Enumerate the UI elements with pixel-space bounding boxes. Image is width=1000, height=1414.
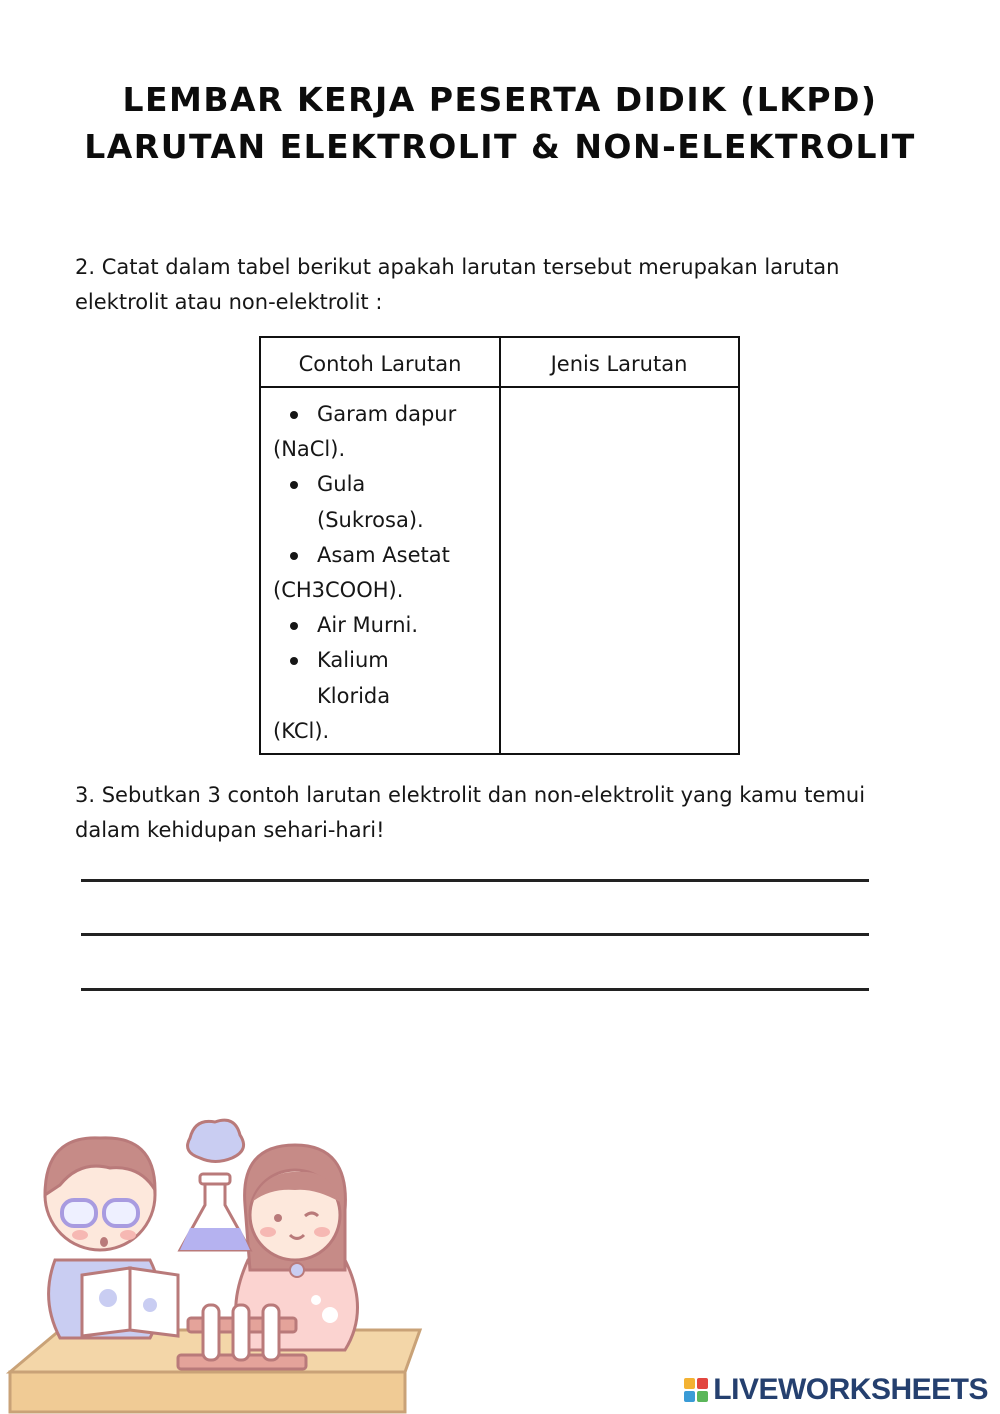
list-item-head: Air Murni. <box>317 613 419 638</box>
header-contoh-larutan: Contoh Larutan <box>298 352 462 376</box>
list-item <box>273 608 495 643</box>
header-jenis-larutan: Jenis Larutan <box>550 352 688 376</box>
question-3-text: 3. Sebutkan 3 contoh larutan elektrolit dan non-elektrolit yang kamu temui dalam kehidupan sehari-hari! <box>75 783 866 842</box>
title-line-2: LARUTAN ELEKTROLIT & NON-ELEKTROLIT <box>84 127 916 166</box>
answer-line[interactable] <box>81 933 869 936</box>
list-item-tail: (Sukrosa). <box>317 507 424 532</box>
title-line-1: LEMBAR KERJA PESERTA DIDIK (LKPD) <box>122 80 878 119</box>
goggles-left <box>62 1200 96 1226</box>
list-item-head: Garam dapur <box>317 402 457 426</box>
list-item-mid: Klorida <box>317 683 391 708</box>
goggles-right <box>104 1200 138 1226</box>
list-item-head: Asam Asetat <box>317 542 450 567</box>
brand-name: LIVEWORKSHEETS <box>713 1373 988 1406</box>
answer-line[interactable] <box>81 879 869 882</box>
list-item-head: Gula <box>317 472 366 497</box>
list-item-tail: (CH3COOH). <box>273 578 404 603</box>
list-item-tail: (NaCl). <box>273 437 346 462</box>
example-solutions-list <box>273 397 495 749</box>
jenis-larutan-answer-cell[interactable] <box>501 388 737 752</box>
list-item-head: Kalium <box>317 648 389 673</box>
list-item <box>273 397 495 467</box>
flask-with-smoke <box>180 1120 250 1250</box>
list-item <box>273 538 495 608</box>
liveworksheets-logo-icon <box>683 1377 709 1403</box>
list-item <box>273 643 495 749</box>
answer-line[interactable] <box>81 988 869 991</box>
solution-table <box>259 336 740 755</box>
list-item-tail: (KCl). <box>273 718 330 743</box>
kids-lab-illustration <box>0 1110 440 1414</box>
list-item <box>273 467 495 537</box>
liveworksheets-logo <box>683 1372 988 1408</box>
lab-table-front <box>10 1372 405 1412</box>
boy-figure <box>45 1138 178 1338</box>
smoke-cloud <box>188 1120 244 1161</box>
question-2-text: 2. Catat dalam tabel berikut apakah larutan tersebut merupakan larutan elektrolit atau non-elektrolit : <box>75 255 840 314</box>
worksheet-title <box>0 76 1000 170</box>
